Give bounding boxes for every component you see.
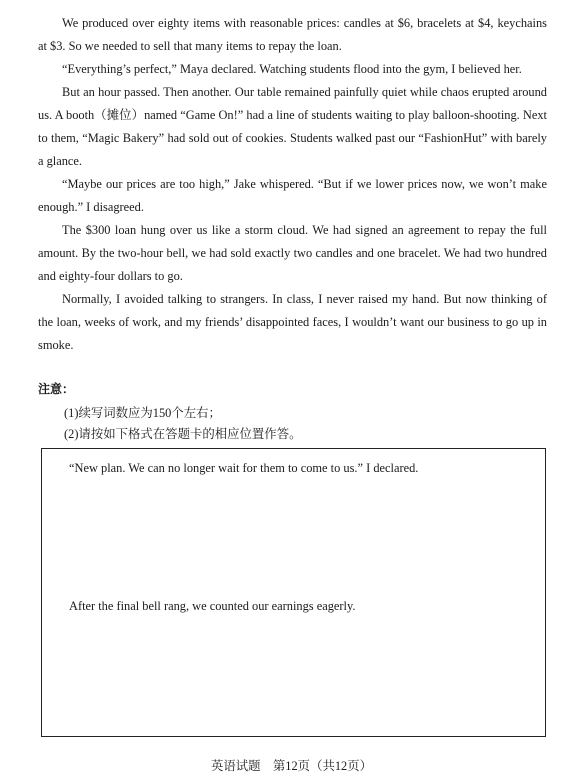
paragraph-starter-2: After the final bell rang, we counted our earnings eagerly. [69,599,356,613]
instruction-item-2: (2)请按如下格式在答题卡的相应位置作答。 [64,427,302,441]
story-paragraph-4: “Maybe our prices are too high,” Jake whispered. “But if we lower prices now, we won’t make enough.” I disagreed. [38,177,547,214]
paragraph-starter-1: “New plan. We can no longer wait for them to come to us.” I declared. [69,461,419,475]
story-paragraph-1: We produced over eighty items with reasonable prices: candles at $6, bracelets at $4, keychains at $3. So we needed to sell that many items to repay the loan. [38,16,547,53]
page-footer: 英语试题 第12页（共12页） [210,759,373,773]
answer-box[interactable] [41,448,546,737]
story-paragraph-2: “Everything’s perfect,” Maya declared. Watching students flood into the gym, I believed her. [62,62,522,76]
story-paragraph-3: But an hour passed. Then another. Our table remained painfully quiet while chaos erupted around us. A booth（摊位）named “Game On!” had a line of students waiting to play balloon-shooting. Next to them, “Magic Bakery” had sold out of cookies. Students walked past our “FashionHut” with barely a glance. [38,85,547,168]
story-text [38,12,547,357]
story-paragraph-5: The $300 loan hung over us like a storm cloud. We had signed an agreement to repay the full amount. By the two-hour bell, we had sold exactly two candles and one bracelet. We had two hundred and eighty-four dollars to go. [38,223,547,283]
instructions [38,379,547,445]
story-paragraph-6: Normally, I avoided talking to strangers. In class, I never raised my hand. But now thinking of the loan, weeks of work, and my friends’ disappointed faces, I wouldn’t want our business to go up in smoke. [38,292,547,352]
instructions-label: 注意： [38,382,75,396]
instruction-item-1: (1)续写词数应为150个左右； [64,406,221,420]
